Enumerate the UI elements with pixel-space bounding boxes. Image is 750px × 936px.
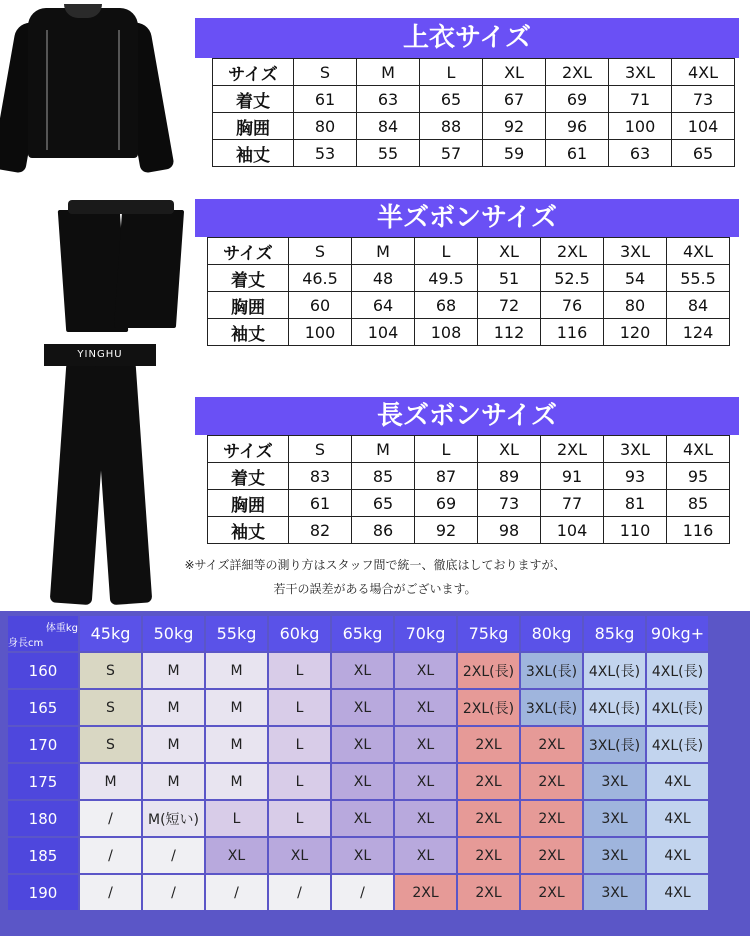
table-cell: XL: [478, 238, 541, 265]
table-cell: 3XL: [604, 238, 667, 265]
row-header-cell: 袖丈: [208, 517, 289, 544]
grid-cell: XL: [206, 838, 267, 873]
table-cell: 95: [667, 463, 730, 490]
table-cell: 88: [420, 113, 483, 140]
row-header-cell: 胸囲: [208, 490, 289, 517]
grid-row: [8, 653, 708, 688]
grid-cell: XL: [395, 690, 456, 725]
table-cell: 85: [352, 463, 415, 490]
table-cell: 48: [352, 265, 415, 292]
weight-header-cell: 75kg: [458, 616, 519, 651]
table-cell: 55.5: [667, 265, 730, 292]
grid-cell: 2XL: [521, 727, 582, 762]
table-row: [208, 265, 730, 292]
table-cell: 71: [609, 86, 672, 113]
grid-cell: 4XL(長): [584, 653, 645, 688]
grid-cell: M: [143, 727, 204, 762]
table-cell: 80: [604, 292, 667, 319]
table-cell: 124: [667, 319, 730, 346]
grid-cell: L: [269, 764, 330, 799]
row-header-cell: 着丈: [213, 86, 294, 113]
table-row: [213, 113, 735, 140]
table-cell: 89: [478, 463, 541, 490]
grid-cell: /: [143, 875, 204, 910]
grid-cell: 2XL: [521, 838, 582, 873]
height-header-cell: 160: [8, 653, 78, 688]
table-cell: 54: [604, 265, 667, 292]
table-cell: 69: [415, 490, 478, 517]
grid-cell: 2XL: [521, 764, 582, 799]
weight-header-cell: 90kg+: [647, 616, 708, 651]
row-header-cell: サイズ: [208, 436, 289, 463]
row-header-cell: 着丈: [208, 265, 289, 292]
grid-cell: 3XL(長): [521, 653, 582, 688]
table-cell: 73: [478, 490, 541, 517]
grid-cell: L: [269, 727, 330, 762]
grid-cell: XL: [395, 838, 456, 873]
grid-cell: /: [206, 875, 267, 910]
grid-cell: XL: [332, 801, 393, 836]
row-header-cell: 袖丈: [208, 319, 289, 346]
grid-cell: 2XL: [458, 838, 519, 873]
table-cell: 3XL: [604, 436, 667, 463]
row-header-cell: 胸囲: [208, 292, 289, 319]
weight-header-cell: 65kg: [332, 616, 393, 651]
table-cell: 63: [357, 86, 420, 113]
grid-cell: XL: [395, 727, 456, 762]
table-cell: 100: [289, 319, 352, 346]
table-header-row: [213, 59, 735, 86]
grid-cell: XL: [395, 653, 456, 688]
table-cell: 65: [352, 490, 415, 517]
table-cell: 57: [420, 140, 483, 167]
grid-cell: 2XL: [458, 764, 519, 799]
grid-cell: /: [332, 875, 393, 910]
weight-header-cell: 80kg: [521, 616, 582, 651]
size-table-shorts: [207, 237, 730, 346]
tights-waistband: YINGHU: [44, 344, 156, 366]
grid-cell: 4XL(長): [647, 690, 708, 725]
table-cell: 2XL: [541, 436, 604, 463]
table-cell: 68: [415, 292, 478, 319]
table-row: [213, 140, 735, 167]
corner-height-label: 身長cm: [8, 637, 44, 649]
height-header-cell: 165: [8, 690, 78, 725]
grid-cell: S: [80, 727, 141, 762]
table-cell: XL: [483, 59, 546, 86]
table-cell: 73: [672, 86, 735, 113]
table-row: [208, 463, 730, 490]
grid-cell: XL: [332, 764, 393, 799]
table-row: [213, 86, 735, 113]
weight-header-cell: 50kg: [143, 616, 204, 651]
grid-cell: /: [80, 801, 141, 836]
table-cell: 86: [352, 517, 415, 544]
table-cell: 120: [604, 319, 667, 346]
table-cell: M: [357, 59, 420, 86]
table-cell: S: [294, 59, 357, 86]
grid-cell: 4XL: [647, 838, 708, 873]
table-title-top: 上衣サイズ: [195, 18, 739, 58]
height-header-cell: 185: [8, 838, 78, 873]
table-cell: 61: [294, 86, 357, 113]
grid-cell: M: [143, 690, 204, 725]
table-cell: 46.5: [289, 265, 352, 292]
grid-cell: M: [80, 764, 141, 799]
row-header-cell: 袖丈: [213, 140, 294, 167]
grid-header-row: [8, 616, 708, 651]
shirt-image: [0, 0, 170, 175]
grid-cell: 2XL(長): [458, 653, 519, 688]
weight-header-cell: 55kg: [206, 616, 267, 651]
table-cell: 85: [667, 490, 730, 517]
grid-cell: 2XL: [458, 875, 519, 910]
table-cell: 2XL: [541, 238, 604, 265]
table-cell: 76: [541, 292, 604, 319]
grid-cell: S: [80, 690, 141, 725]
grid-cell: XL: [395, 764, 456, 799]
grid-cell: M: [143, 653, 204, 688]
table-body: [208, 436, 730, 544]
grid-row: [8, 838, 708, 873]
table-cell: 96: [546, 113, 609, 140]
grid-corner-cell: [8, 616, 78, 651]
grid-cell: XL: [332, 690, 393, 725]
grid-cell: 4XL: [647, 764, 708, 799]
grid-cell: 3XL(長): [521, 690, 582, 725]
row-header-cell: 胸囲: [213, 113, 294, 140]
table-cell: 84: [357, 113, 420, 140]
table-cell: 51: [478, 265, 541, 292]
grid-cell: 3XL: [584, 764, 645, 799]
table-header-row: [208, 238, 730, 265]
grid-cell: XL: [332, 727, 393, 762]
grid-cell: 2XL: [521, 875, 582, 910]
table-cell: 81: [604, 490, 667, 517]
shorts-waistband: [68, 200, 174, 214]
grid-cell: 4XL(長): [647, 727, 708, 762]
grid-cell: 3XL: [584, 838, 645, 873]
table-cell: L: [415, 238, 478, 265]
shirt-body: [28, 8, 138, 158]
table-cell: 104: [352, 319, 415, 346]
table-cell: 84: [667, 292, 730, 319]
table-cell: 91: [541, 463, 604, 490]
table-cell: 2XL: [546, 59, 609, 86]
grid-cell: 4XL: [647, 801, 708, 836]
grid-cell: /: [269, 875, 330, 910]
grid-row: [8, 764, 708, 799]
grid-cell: /: [80, 838, 141, 873]
shorts-image: [62, 200, 180, 332]
grid-cell: M(短い): [143, 801, 204, 836]
grid-row: [8, 801, 708, 836]
weight-header-cell: 85kg: [584, 616, 645, 651]
table-cell: 52.5: [541, 265, 604, 292]
table-cell: 87: [415, 463, 478, 490]
table-row: [208, 319, 730, 346]
table-cell: 49.5: [415, 265, 478, 292]
grid-cell: 2XL: [395, 875, 456, 910]
table-cell: S: [289, 436, 352, 463]
grid-cell: 4XL(長): [647, 653, 708, 688]
grid-cell: XL: [332, 653, 393, 688]
table-cell: 116: [667, 517, 730, 544]
grid-cell: 3XL: [584, 875, 645, 910]
weight-header-cell: 60kg: [269, 616, 330, 651]
table-cell: 92: [415, 517, 478, 544]
row-header-cell: 着丈: [208, 463, 289, 490]
row-header-cell: サイズ: [213, 59, 294, 86]
grid-cell: S: [80, 653, 141, 688]
note-line-2: 若干の誤差がある場合がございます。: [273, 582, 477, 596]
shirt-seam: [118, 30, 120, 150]
grid-cell: 4XL: [647, 875, 708, 910]
table-row: [208, 517, 730, 544]
table-cell: 110: [604, 517, 667, 544]
row-header-cell: サイズ: [208, 238, 289, 265]
height-header-cell: 180: [8, 801, 78, 836]
table-cell: 104: [541, 517, 604, 544]
grid-cell: 2XL: [458, 727, 519, 762]
grid-cell: M: [206, 764, 267, 799]
table-cell: 82: [289, 517, 352, 544]
grid-row: [8, 690, 708, 725]
weight-header-cell: 45kg: [80, 616, 141, 651]
grid-cell: XL: [395, 801, 456, 836]
grid-cell: 4XL(長): [584, 690, 645, 725]
grid-cell: XL: [332, 838, 393, 873]
grid-cell: /: [80, 875, 141, 910]
table-cell: 4XL: [667, 238, 730, 265]
table-cell: 55: [357, 140, 420, 167]
size-table-top: [212, 58, 735, 167]
table-row: [208, 490, 730, 517]
table-cell: 65: [420, 86, 483, 113]
grid-cell: 3XL(長): [584, 727, 645, 762]
table-header-row: [208, 436, 730, 463]
table-cell: XL: [478, 436, 541, 463]
table-cell: 59: [483, 140, 546, 167]
grid-cell: M: [143, 764, 204, 799]
table-body: [213, 59, 735, 167]
table-cell: 61: [289, 490, 352, 517]
table-cell: 3XL: [609, 59, 672, 86]
table-cell: 116: [541, 319, 604, 346]
table-cell: 65: [672, 140, 735, 167]
table-cell: 83: [289, 463, 352, 490]
table-cell: 77: [541, 490, 604, 517]
size-table-pants: [207, 435, 730, 544]
table-cell: M: [352, 238, 415, 265]
shirt-seam: [46, 30, 48, 150]
table-cell: 98: [478, 517, 541, 544]
table-cell: 69: [546, 86, 609, 113]
table-title-shorts: 半ズボンサイズ: [195, 199, 739, 237]
table-cell: 60: [289, 292, 352, 319]
height-header-cell: 170: [8, 727, 78, 762]
table-cell: 72: [478, 292, 541, 319]
table-cell: 61: [546, 140, 609, 167]
grid-cell: 2XL(長): [458, 690, 519, 725]
table-cell: 80: [294, 113, 357, 140]
grid-cell: L: [269, 690, 330, 725]
grid-cell: M: [206, 727, 267, 762]
size-guide-grid: [6, 614, 710, 912]
corner-weight-label: 体重kg: [45, 622, 78, 634]
table-cell: 93: [604, 463, 667, 490]
table-cell: L: [415, 436, 478, 463]
table-cell: 92: [483, 113, 546, 140]
table-cell: 104: [672, 113, 735, 140]
table-cell: M: [352, 436, 415, 463]
table-cell: 112: [478, 319, 541, 346]
table-cell: S: [289, 238, 352, 265]
table-cell: 100: [609, 113, 672, 140]
grid-cell: 2XL: [521, 801, 582, 836]
grid-cell: 3XL: [584, 801, 645, 836]
table-cell: 108: [415, 319, 478, 346]
table-cell: 4XL: [667, 436, 730, 463]
grid-cell: L: [206, 801, 267, 836]
grid-cell: 2XL: [458, 801, 519, 836]
table-title-pants: 長ズボンサイズ: [195, 397, 739, 435]
table-cell: 64: [352, 292, 415, 319]
weight-header-cell: 70kg: [395, 616, 456, 651]
table-body: [208, 238, 730, 346]
grid-cell: /: [143, 838, 204, 873]
grid-cell: L: [269, 801, 330, 836]
height-header-cell: 190: [8, 875, 78, 910]
grid-cell: XL: [269, 838, 330, 873]
grid-row: [8, 875, 708, 910]
table-cell: L: [420, 59, 483, 86]
shorts-leg-right: [114, 210, 184, 328]
grid-body: [8, 616, 708, 910]
height-header-cell: 175: [8, 764, 78, 799]
grid-row: [8, 727, 708, 762]
grid-cell: M: [206, 653, 267, 688]
table-row: [208, 292, 730, 319]
grid-cell: L: [269, 653, 330, 688]
table-cell: 63: [609, 140, 672, 167]
note-line-1: ※サイズ詳細等の測り方はスタッフ間で統一、徹底はしておりますが、: [184, 558, 566, 572]
table-cell: 4XL: [672, 59, 735, 86]
grid-cell: M: [206, 690, 267, 725]
table-cell: 67: [483, 86, 546, 113]
table-cell: 53: [294, 140, 357, 167]
